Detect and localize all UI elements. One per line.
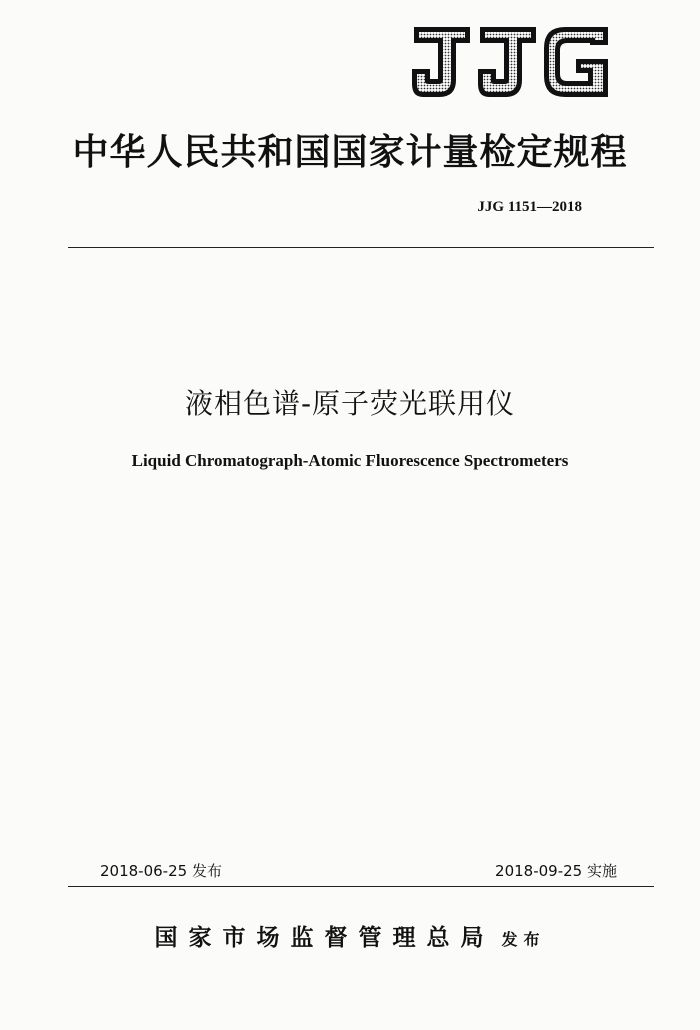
document-title-chinese: 液相色谱-原子荧光联用仪 — [184, 387, 516, 420]
publisher-line — [0, 919, 700, 952]
issue-date: 2018-06-25 发布 — [100, 862, 222, 880]
implementation-date: 2018-09-25 实施 — [495, 862, 617, 880]
jjg-logo — [411, 24, 611, 100]
document-title-english: Liquid Chromatograph-Atomic Fluorescence Spectrometers — [131, 451, 569, 470]
publisher-name: 国家市场监督管理总局 — [154, 924, 495, 951]
top-divider — [68, 247, 654, 248]
bottom-divider — [68, 886, 654, 887]
logo-letter-j1 — [413, 28, 469, 96]
standard-number: JJG 1151—2018 — [477, 199, 582, 215]
standard-category-title: 中华人民共和国国家计量检定规程 — [72, 131, 628, 173]
logo-letter-j2 — [479, 28, 535, 96]
publisher-suffix: 发布 — [501, 930, 546, 949]
logo-letter-g — [545, 28, 607, 96]
